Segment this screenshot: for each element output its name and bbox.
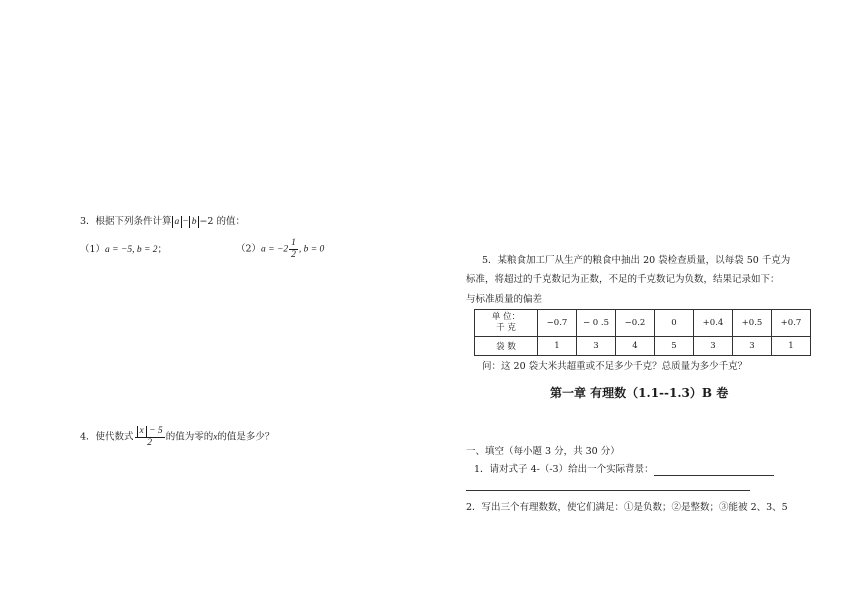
question-3-part-1 bbox=[80, 244, 167, 256]
part-2-post: , b = 0 bbox=[298, 244, 325, 255]
count-cell: 4 bbox=[616, 337, 655, 356]
question-4 bbox=[80, 426, 274, 449]
question-5-prompt: 问：这 20 袋大米共超重或不足多少千克？总质量为多少千克？ bbox=[482, 361, 748, 372]
section-heading: 一、填空（每小题 3 分，共 30 分） bbox=[466, 446, 620, 457]
q3-expression bbox=[172, 217, 200, 227]
fraction-denominator: 2 bbox=[291, 250, 296, 260]
q4-fraction bbox=[135, 426, 165, 449]
q3-tail: −2 的值： bbox=[199, 216, 245, 227]
q4-variable: x bbox=[213, 432, 218, 443]
count-cell: 1 bbox=[772, 337, 811, 356]
minus-sign: − bbox=[182, 217, 189, 227]
abs-a: a bbox=[172, 216, 183, 228]
question-5-line-1: 5．某粮食加工厂从生产的粮食中抽出 20 袋检查质量，以每袋 50 千克为 bbox=[482, 255, 791, 266]
header-line-2: 千 克 bbox=[496, 323, 516, 333]
count-cell: 3 bbox=[577, 337, 616, 356]
deviation-cell: −0.2 bbox=[616, 310, 655, 337]
q4-end: 的值是多少？ bbox=[217, 431, 275, 443]
header-cell bbox=[475, 310, 538, 337]
numerator-tail: − 5 bbox=[146, 426, 163, 436]
fraction-numerator: 1 bbox=[291, 238, 296, 248]
question-5-line-2: 标准，将超过的千克数记为正数，不足的千克数记为负数，结果记录如下： bbox=[466, 274, 780, 285]
answer-blank[interactable] bbox=[654, 465, 774, 476]
answer-blank-line[interactable] bbox=[466, 490, 750, 491]
abs-x: x bbox=[137, 426, 147, 437]
deviation-table bbox=[474, 309, 811, 356]
deviation-cell: −0.7 bbox=[538, 310, 577, 337]
deviation-cell: +0.4 bbox=[694, 310, 733, 337]
part-1-expression: a = −5, b = 2 bbox=[105, 245, 158, 255]
deviation-cell: +0.7 bbox=[772, 310, 811, 337]
count-cell: 3 bbox=[733, 337, 772, 356]
q4-mid: 的值为零的 bbox=[165, 431, 214, 443]
part-1-end: ； bbox=[157, 244, 168, 255]
count-label-cell: 袋 数 bbox=[475, 337, 538, 356]
part-2-fraction bbox=[289, 238, 298, 261]
question-4-text: 4．使代数式 bbox=[80, 431, 134, 443]
question-3 bbox=[80, 216, 245, 228]
question-3-text: 3．根据下列条件计算 bbox=[80, 216, 172, 227]
deviation-cell: 0 bbox=[655, 310, 694, 337]
fill-question-2: 2．写出三个有理数数，使它们满足：①是负数；②是整数；③能被 2、3、5 bbox=[466, 502, 788, 513]
table-row-deviation bbox=[475, 310, 811, 337]
deviation-cell: − 0 .5 bbox=[577, 310, 616, 337]
count-cell: 5 bbox=[655, 337, 694, 356]
count-cell: 1 bbox=[538, 337, 577, 356]
part-2-label: （2） bbox=[236, 243, 262, 255]
abs-b: b bbox=[189, 216, 200, 228]
count-cell: 3 bbox=[694, 337, 733, 356]
part-1-label: （1） bbox=[80, 244, 106, 255]
deviation-cell: +0.5 bbox=[733, 310, 772, 337]
question-3-part-2 bbox=[236, 238, 324, 261]
table-row-count bbox=[475, 337, 811, 356]
fill-1-text: 1．请对式子 4-（-3）给出一个实际背景： bbox=[474, 464, 654, 475]
chapter-title: 第一章 有理数（1.1--1.3）B 卷 bbox=[550, 386, 729, 400]
part-2-pre: a = −2 bbox=[261, 244, 289, 255]
question-5-line-3: 与标准质量的偏差 bbox=[466, 294, 543, 305]
fraction-denominator: 2 bbox=[147, 438, 152, 448]
header-line-1: 单 位： bbox=[491, 312, 521, 322]
fill-question-1 bbox=[474, 464, 774, 476]
